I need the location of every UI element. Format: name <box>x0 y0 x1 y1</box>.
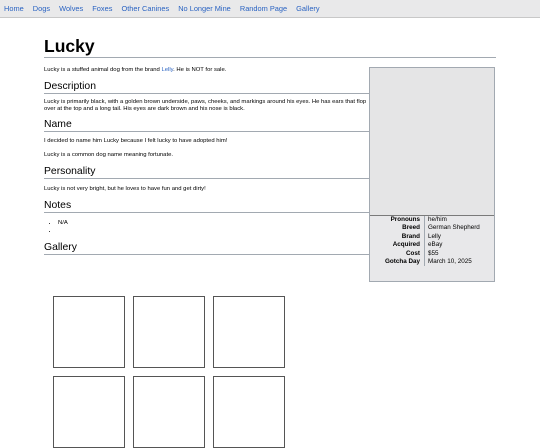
nav-other-canines-link[interactable]: Other Canines <box>121 4 170 13</box>
description-text: Lucky is primarily black, with a golden brown underside, paws, cheeks, and markings around his eyes. He has ears that flop over at the top and a long tail. His eyes are dark brown and his nose is black. <box>44 99 367 113</box>
infobox <box>369 67 495 282</box>
gallery-thumbnail[interactable] <box>53 376 125 448</box>
table-row <box>370 241 494 249</box>
table-row <box>370 233 494 241</box>
infobox-value: $55 <box>428 249 439 257</box>
table-row <box>370 224 494 232</box>
infobox-key: Brand <box>370 233 425 241</box>
list-item: • N/A <box>58 219 496 227</box>
intro-paragraph <box>44 66 369 74</box>
intro-text-after: . He is NOT for sale. <box>173 67 227 73</box>
nav-foxes-link[interactable]: Foxes <box>92 4 113 13</box>
infobox-key: Acquired <box>370 241 425 249</box>
gallery-heading: Gallery <box>44 241 369 255</box>
infobox-key: Cost <box>370 250 425 258</box>
description-heading: Description <box>44 80 369 94</box>
infobox-key: Gotcha Day <box>370 258 425 266</box>
infobox-value: Lelly <box>428 232 441 240</box>
top-nav <box>0 0 540 18</box>
gallery-thumbnail[interactable] <box>53 296 125 368</box>
table-row <box>370 250 494 258</box>
personality-text: Lucky is not very bright, but he loves to have fun and get dirty! <box>44 185 206 192</box>
gallery-thumbnail[interactable] <box>213 376 285 448</box>
infobox-key: Pronouns <box>370 216 425 224</box>
notes-heading: Notes <box>44 199 369 213</box>
nav-no-longer-mine-link[interactable]: No Longer Mine <box>178 4 231 13</box>
nav-home-link[interactable]: Home <box>4 4 24 13</box>
nav-random-page-link[interactable]: Random Page <box>239 4 288 13</box>
name-text-1: I decided to name him Lucky because I felt lucky to have adopted him! <box>44 138 228 145</box>
nav-dogs-link[interactable]: Dogs <box>32 4 51 13</box>
intro-text-before: Lucky is a stuffed animal dog from the brand <box>44 67 162 73</box>
infobox-value: eBay <box>428 241 443 249</box>
infobox-value: he/him <box>428 216 447 223</box>
gallery-thumbnail[interactable] <box>213 296 285 368</box>
name-text-2: Lucky is a common dog name meaning fortunate. <box>44 151 174 158</box>
table-row <box>370 258 494 266</box>
infobox-key: Breed <box>370 224 425 232</box>
personality-heading: Personality <box>44 165 369 179</box>
gallery-thumbnail[interactable] <box>133 296 205 368</box>
gallery-thumbnail[interactable] <box>133 376 205 448</box>
infobox-image-placeholder <box>370 68 494 216</box>
page-title: Lucky <box>44 35 496 58</box>
nav-gallery-link[interactable]: Gallery <box>296 4 320 13</box>
brand-link[interactable]: Lelly <box>161 67 174 73</box>
infobox-value: March 10, 2025 <box>428 258 472 266</box>
name-heading: Name <box>44 118 369 132</box>
infobox-value: German Shepherd <box>428 224 480 232</box>
infobox-table <box>370 216 494 266</box>
nav-wolves-link[interactable]: Wolves <box>59 4 84 13</box>
table-row <box>370 216 494 224</box>
